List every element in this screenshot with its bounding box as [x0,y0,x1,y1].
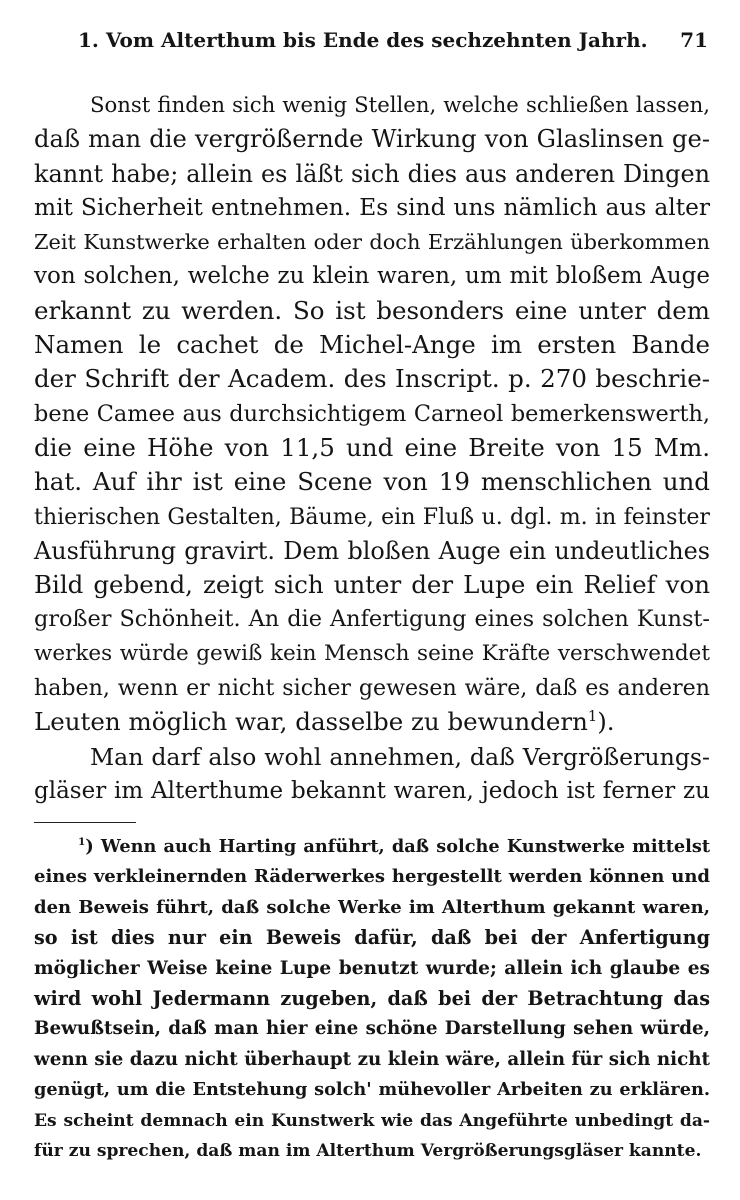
text-line: großer Schönheit. An die Anfertigung eines solchen Kunst- [34,606,710,633]
text-line: hat. Auf ihr ist eine Scene von 19 menschlichen und [34,467,710,497]
footnote-reference[interactable]: 1 [587,708,598,726]
text-line: Namen le cachet de Michel-Ange im ersten Bande [34,330,710,360]
text-line: thierischen Gestalten, Bäume, ein Fluß u. dgl. m. in feinster [34,503,710,530]
page-number: 71 [680,28,708,52]
footnote-line-last: für zu sprechen, daß man im Alterthum Vergrößerungsgläser kannte. [34,1140,702,1161]
footnote-line: eines verkleinernden Räderwerkes hergestellt werden können und [34,866,710,888]
text-line: haben, wenn er nicht sicher gewesen wäre, daß es anderen [34,675,710,702]
last-line-text: Leuten möglich war, dasselbe zu bewundern [34,707,588,737]
footnote-line: Bewußtsein, daß man hier eine schöne Darstellung sehen würde, [34,1018,710,1040]
last-line-end: ). [597,707,615,737]
text-line: Zeit Kunstwerke erhalten oder doch Erzählungen überkommen [34,230,710,255]
paragraph-2 [34,740,710,809]
text-line: Man darf also wohl annehmen, daß Vergrößerungs- [90,742,710,771]
footnote-line: so ist dies nur ein Beweis dafür, daß bei der Anfertigung [34,926,710,950]
paragraph-1 [34,88,710,740]
main-text [34,88,710,808]
text-line: von solchen, welche zu klein waren, um mit bloßem Auge [34,263,710,290]
text-line: bene Camee aus durchsichtigem Carneol bemerkenswerth, [34,400,710,427]
footnote-marker: 1 [78,835,86,849]
footnote-divider [34,822,136,823]
text-line: mit Sicherheit entnehmen. Es sind uns nämlich aus alter [34,193,710,221]
text-line: Bild gebend, zeigt sich unter der Lupe ein Relief von [34,570,710,600]
text-line: Ausführung gravirt. Dem bloßen Auge ein undeutliches [34,536,710,565]
footnote-line: wird wohl Jedermann zugeben, daß bei der Betrachtung das [34,986,710,1010]
footnote-line: wenn sie dazu nicht überhaupt zu klein wäre, allein für sich nicht [34,1048,710,1070]
text-line: gläser im Alterthume bekannt waren, jedoch ist ferner zu [34,777,710,804]
text-line: werkes würde gewiß kein Mensch seine Kräfte verschwendet [34,640,710,666]
footnote-line: möglicher Weise keine Lupe benutzt wurde; allein ich glaube es [34,957,710,979]
running-header-title: 1. Vom Alterthum bis Ende des sechzehnten Jahrh. [78,28,648,52]
footnote [34,832,710,1166]
text-line: Sonst finden sich wenig Stellen, welche schließen lassen, [90,92,710,117]
footnote-first-text: ) Wenn auch Harting anführt, daß solche Kunstwerke mittelst [85,836,710,857]
running-header [78,28,712,58]
footnote-line-first [34,832,710,862]
text-line: der Schrift der Academ. des Inscript. p. 270 beschrie- [34,364,710,394]
text-line-last [34,705,710,739]
text-line: kannt habe; allein es läßt sich dies aus anderen Dingen [34,159,710,188]
footnote-line: genügt, um die Entstehung solch' mühevoller Arbeiten zu erklären. [34,1079,710,1101]
footnote-line: Es scheint demnach ein Kunstwerk wie das Angeführte unbedingt da- [34,1110,710,1131]
text-line: erkannt zu werden. So ist besonders eine unter dem [34,295,710,325]
text-line: daß man die vergrößernde Wirkung von Glaslinsen ge- [34,125,710,154]
footnote-line: den Beweis führt, daß solche Werke im Alterthum gekannt waren, [34,896,710,918]
text-line: die eine Höhe von 11,5 und eine Breite von 15 Mm. [34,432,710,462]
